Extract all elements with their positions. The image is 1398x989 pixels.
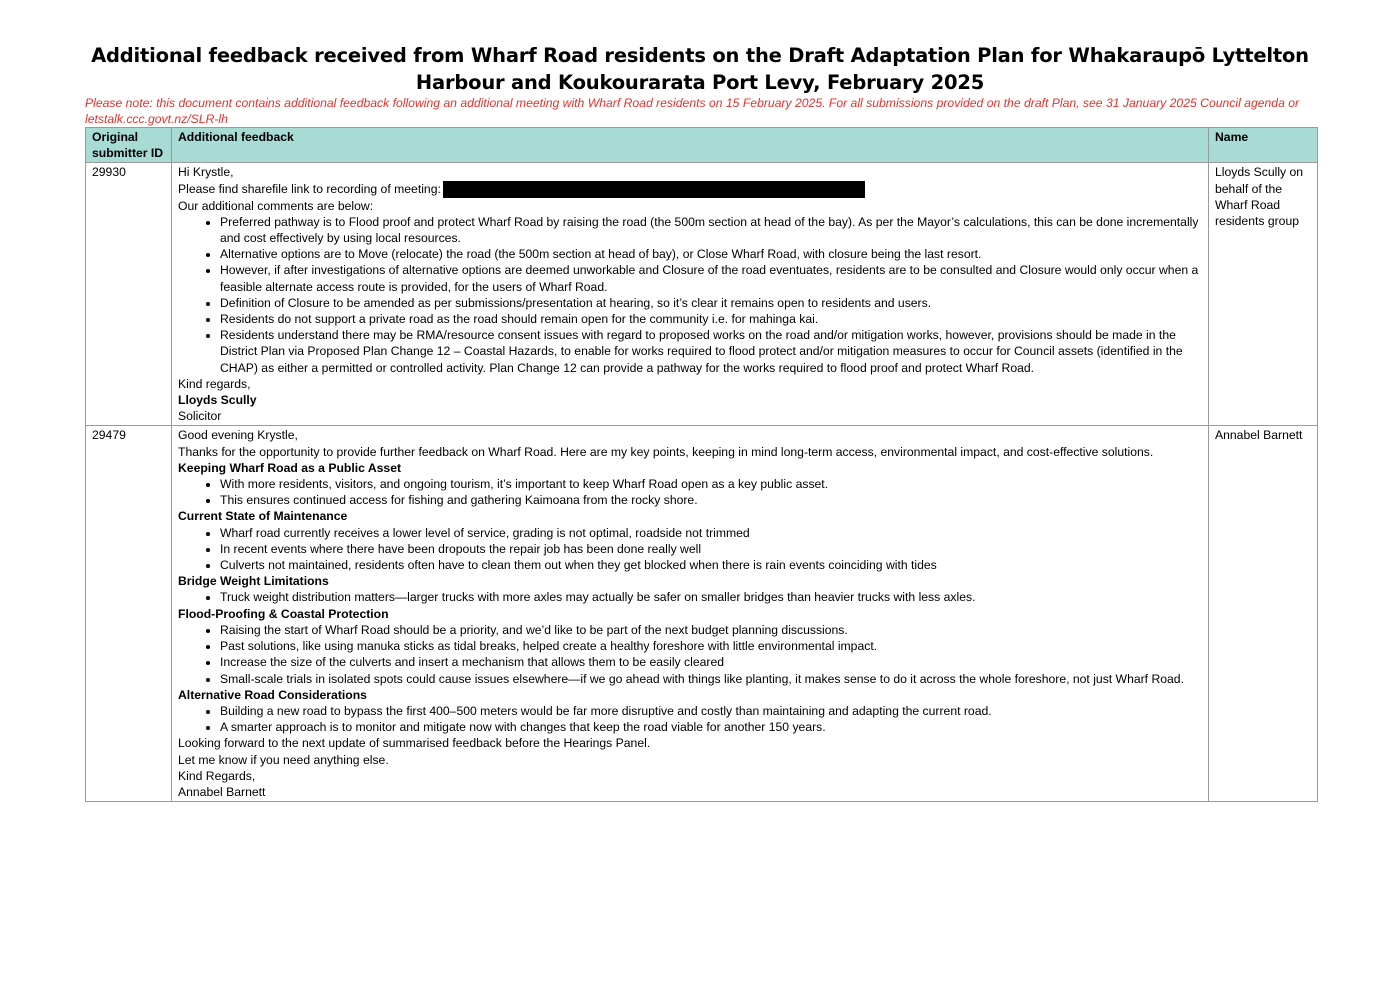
link-intro: Please find sharefile link to recording of meeting: — [178, 181, 441, 196]
table-row — [86, 163, 1318, 426]
document-note: Please note: this document contains additional feedback following an additional meeting with Wharf Road residents on 15 February 2025. For all submissions provided on the draft Plan, see 31 January 2025 Council agenda or letstalk.ccc.govt.nz/SLR-lh — [85, 96, 1300, 126]
signer-role: Solicitor — [178, 409, 222, 424]
redacted-link — [443, 181, 865, 198]
bullet-list — [178, 703, 1202, 735]
list-item: • Past solutions, like using manuka sticks as tidal breaks, helped create a healthy foreshore with little environmental impact. — [220, 638, 1202, 654]
link-line — [178, 181, 1202, 198]
bullet-list — [178, 589, 1202, 605]
header-feedback: Additional feedback — [172, 128, 1209, 163]
section-heading: Alternative Road Considerations — [178, 687, 367, 702]
feedback-cell — [172, 163, 1209, 426]
table-row — [86, 426, 1318, 802]
bullet-list — [178, 622, 1202, 687]
list-item: • Small-scale trials in isolated spots could cause issues elsewhere—if we go ahead with things like planting, it makes sense to do it across the whole foreshore, not just Wharf Road. — [220, 671, 1202, 687]
document-title: Additional feedback received from Wharf Road residents on the Draft Adaptation Plan for Whakaraupō Lyttelton Harbour and Koukourarata Port Levy, February 2025 — [91, 44, 1309, 94]
section-heading: Bridge Weight Limitations — [178, 574, 329, 589]
submitter-name: Lloyds Scully on behalf of the Wharf Road residents group — [1209, 163, 1318, 426]
list-item: • Definition of Closure to be amended as per submissions/presentation at hearing, so it’s clear it remains open to residents and users. — [220, 295, 1202, 311]
greeting: Hi Krystle, — [178, 165, 234, 180]
submitter-name: Annabel Barnett — [1209, 426, 1318, 802]
greeting: Good evening Krystle, — [178, 428, 298, 443]
list-item: • Residents understand there may be RMA/resource consent issues with regard to proposed works on the road and/or mitigation works, however, provisions should be made in the District Plan via Proposed Plan Change 12 – Coastal Hazards, to enable for works required to flood protect and/or mitigation measures to occur for Council assets (identified in the CHAP) as either a permitted or controlled activity. Plan Change 12 can provide a pathway for the works required to flood proof and protect Wharf Road. — [220, 327, 1202, 376]
section-heading: Current State of Maintenance — [178, 509, 348, 524]
closing-line: Looking forward to the next update of summarised feedback before the Hearings Panel. — [178, 736, 651, 751]
signer-name: Lloyds Scully — [178, 393, 257, 408]
section-heading: Flood-Proofing & Coastal Protection — [178, 606, 389, 621]
list-item: • Increase the size of the culverts and insert a mechanism that allows them to be easily cleared — [220, 654, 1202, 670]
submitter-id: 29479 — [86, 426, 172, 802]
section-heading: Keeping Wharf Road as a Public Asset — [178, 460, 402, 475]
signer-name: Annabel Barnett — [178, 784, 266, 799]
closing-line: Let me know if you need anything else. — [178, 752, 389, 767]
comments-intro: Our additional comments are below: — [178, 198, 374, 213]
list-item: • Alternative options are to Move (relocate) the road (the 500m section at head of bay), or Close Wharf Road, with closure being the last resort. — [220, 246, 1202, 262]
list-item: • Truck weight distribution matters—larger trucks with more axles may actually be safer on smaller bridges than heavier trucks with less axles. — [220, 589, 1202, 605]
list-item: • Residents do not support a private road as the road should remain open for the community i.e. for mahinga kai. — [220, 311, 1202, 327]
table-header-row — [86, 128, 1318, 163]
list-item: • Wharf road currently receives a lower level of service, grading is not optimal, roadside not trimmed — [220, 525, 1202, 541]
bullet-list — [178, 214, 1202, 376]
list-item: • A smarter approach is to monitor and mitigate now with changes that keep the road viable for another 150 years. — [220, 719, 1202, 735]
feedback-cell — [172, 426, 1209, 802]
feedback-table — [85, 127, 1318, 802]
list-item: • Preferred pathway is to Flood proof and protect Wharf Road by raising the road (the 500m section at head of the bay). As per the Mayor’s calculations, this can be done incrementally and cost effectively by using local resources. — [220, 214, 1202, 246]
intro: Thanks for the opportunity to provide further feedback on Wharf Road. Here are my key points, keeping in mind long-term access, environmental impact, and cost-effective solutions. — [178, 444, 1154, 459]
list-item: • Building a new road to bypass the first 400–500 meters would be far more disruptive and costly than maintaining and adapting the current road. — [220, 703, 1202, 719]
list-item: • Culverts not maintained, residents often have to clean them out when they get blocked when there is rain events coinciding with tides — [220, 557, 1202, 573]
list-item: • In recent events where there have been dropouts the repair job has been done really well — [220, 541, 1202, 557]
list-item: • This ensures continued access for fishing and gathering Kaimoana from the rocky shore. — [220, 492, 1202, 508]
signoff: Kind regards, — [178, 376, 251, 391]
list-item: • Raising the start of Wharf Road should be a priority, and we’d like to be part of the next budget planning discussions. — [220, 622, 1202, 638]
bullet-list — [178, 525, 1202, 574]
list-item: • However, if after investigations of alternative options are deemed unworkable and Closure of the road eventuates, residents are to be consulted and Closure would only occur when a feasible alternate access route is provided, for the users of Wharf Road. — [220, 262, 1202, 294]
header-name: Name — [1209, 128, 1318, 163]
header-submitter-id: Original submitter ID — [86, 128, 172, 163]
signoff: Kind Regards, — [178, 768, 256, 783]
bullet-list — [178, 476, 1202, 508]
list-item: • With more residents, visitors, and ongoing tourism, it’s important to keep Wharf Road open as a key public asset. — [220, 476, 1202, 492]
submitter-id: 29930 — [86, 163, 172, 426]
